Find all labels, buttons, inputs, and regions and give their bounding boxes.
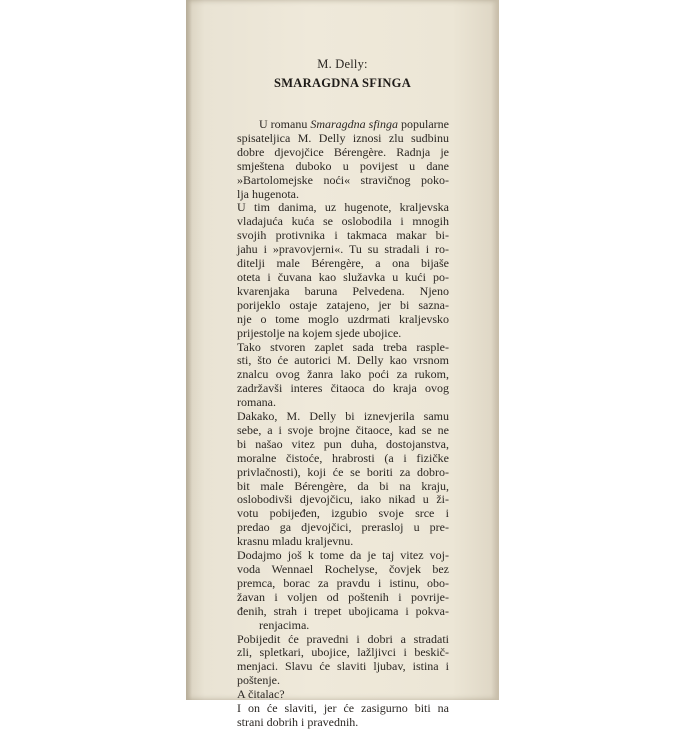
text-line: prijestolje na kojem sjede ubojice.: [237, 325, 402, 340]
text-line: Pobijedit će pravedni i dobri a stradati: [237, 631, 449, 646]
text-line: renjacima.: [259, 617, 310, 632]
text-line: oslobodivši djevojčicu, iako nikad u ži-: [237, 492, 449, 507]
text-line: Dodajmo još k tome da je taj vitez voj-: [237, 548, 449, 563]
text-fragment: popularne: [398, 117, 449, 131]
blurb-paragraph-3: [237, 341, 449, 411]
text-line: votu pobijeđen, izgubio svoje srce i: [237, 506, 449, 521]
text-line: premca, borac za pravdu i istinu, obo-: [237, 575, 449, 590]
book-title: SMARAGDNA SFINGA: [273, 76, 412, 90]
text-line: sebe, a i svoje brojne čitaoce, kad se ne: [237, 422, 449, 437]
blurb-text: [237, 118, 449, 730]
text-line: moralne čistoće, hrabrosti (a i fizičke: [237, 450, 449, 465]
text-line: strani dobrih i pravednih.: [237, 714, 359, 729]
text-line: vladajuća kuća se oslobodila i mnogih: [237, 214, 449, 229]
blurb-paragraph-8: [237, 702, 449, 730]
text-line: bit male Bérengère, da bi na kraju,: [237, 478, 449, 493]
text-line: predao ga djevojčici, preraslој u pre-: [237, 520, 449, 535]
text-line: nje o tome moglo uzdrmati kraljevsko: [237, 311, 449, 326]
text-line: znalcu ovog žanra lako poći za rukom,: [237, 367, 449, 382]
text-line: lja hugenota.: [237, 186, 299, 201]
text-line: sti, što će autorici M. Delly kao vrsnom: [237, 353, 449, 368]
text-line: menjaci. Slavu će slaviti ljubav, istina i: [237, 659, 449, 674]
text-line: poštenje.: [237, 673, 280, 688]
text-line: U tim danima, uz hugenote, kraljevska: [237, 200, 449, 215]
text-fragment: U romanu: [259, 117, 311, 131]
text-line: voda Wennael Rochelyse, čovjek bez: [237, 562, 449, 576]
blurb-paragraph-5: [237, 549, 449, 632]
flap-shadow-right: [491, 0, 499, 700]
italic-title: Smaragdna sfinga: [310, 117, 399, 131]
text-line: I on će slaviti, jer će zasigurno biti na: [237, 701, 449, 716]
text-line: jahu i »pravovjerni«. Tu su stradali i ro-: [237, 242, 449, 257]
text-line: A čitalac?: [237, 687, 285, 702]
text-line: bi našao vitez pun duha, dostojanstva,: [237, 436, 449, 451]
text-line: privlačnosti), koji će se boriti za dobro-: [237, 464, 449, 479]
text-line: Tako stvoren zaplet sada treba rasple-: [237, 339, 449, 354]
flap-shadow-left: [186, 0, 192, 700]
text-line: ditelji male Bérengère, a ona bijaše: [237, 256, 449, 271]
text-line: žavan i voljen od poštenih i povrije-: [237, 589, 449, 604]
text-line: [237, 118, 449, 132]
text-line: zadržavši interes čitaoca do kraja ovog: [237, 381, 449, 396]
book-jacket-flap: [186, 0, 499, 729]
text-line: zli, spletkari, ubojice, lažljivci i beskič-: [237, 645, 449, 660]
blurb-paragraph-2: [237, 201, 449, 340]
text-line: đenih, strah i trepet ubojicama i pokva-: [237, 603, 449, 618]
text-line: Dakako, M. Delly bi iznevjerila samu: [237, 409, 449, 424]
text-line: kvarenjaka baruna Pelvedena. Njeno: [237, 283, 449, 298]
blurb-paragraph-6: [237, 633, 449, 689]
text-line: spisateljica M. Delly iznosi zlu sudbinu: [237, 130, 449, 145]
text-line: porijeklo ostaje zatajeno, jer bi sazna-: [237, 297, 449, 312]
text-line: oteta i čuvana kao služavka u kući po-: [237, 269, 449, 284]
text-line: »Bartolomejske noći« stravičnog poko-: [237, 172, 449, 187]
blurb-paragraph-4: [237, 410, 449, 549]
text-line: smještena duboko u povijest u dane: [237, 158, 449, 173]
text-line: romana.: [237, 395, 276, 410]
text-line: svojih protivnika i takmaca makar bi-: [237, 228, 449, 243]
text-line: krasnu mladu kraljevnu.: [237, 534, 354, 549]
blurb-paragraph-1: [237, 118, 449, 201]
author-name: M. Delly:: [317, 57, 368, 71]
text-line: dobre djevojčice Bérengère. Radnja je: [237, 144, 449, 159]
